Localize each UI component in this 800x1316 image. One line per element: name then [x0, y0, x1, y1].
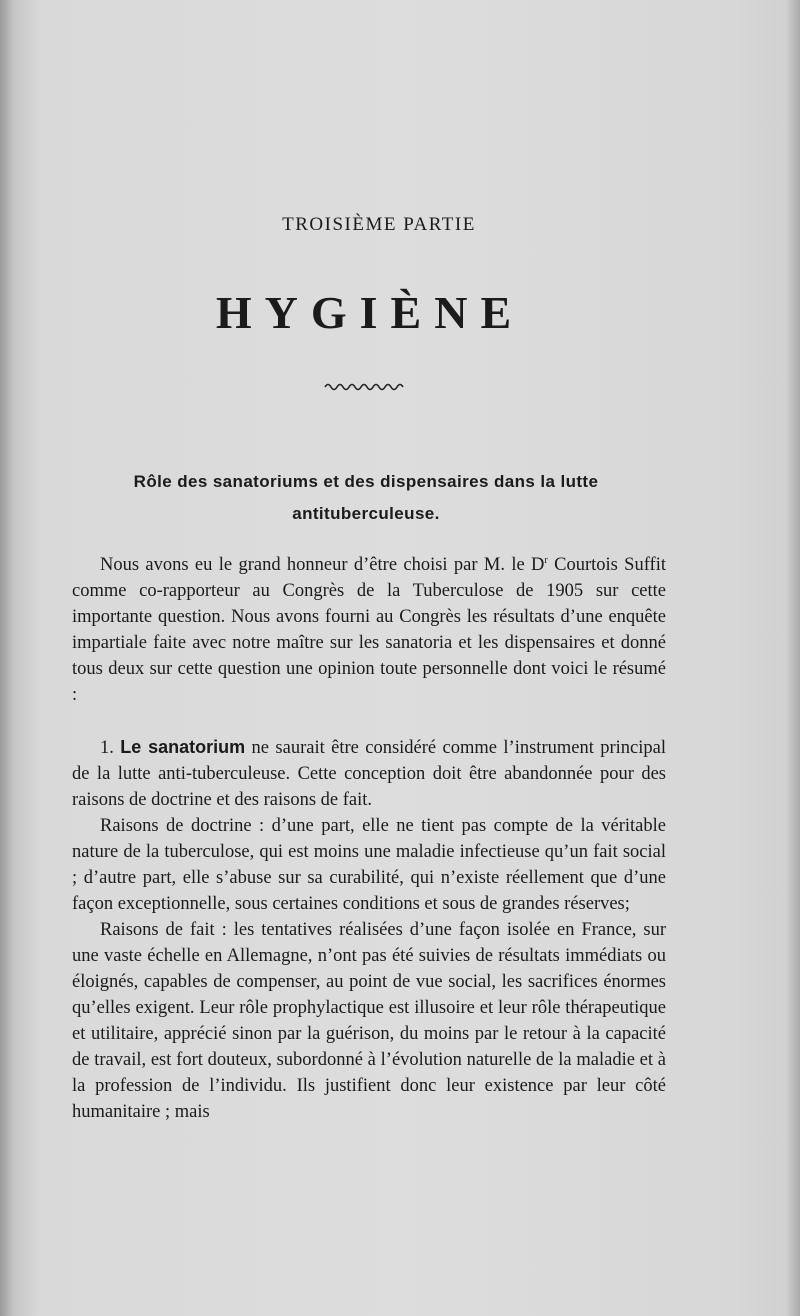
paragraph-doctrine: Raisons de doctrine : d’une part, elle ne tient pas compte de la véritable nature de la tuberculose, qui est moins une maladie infectieuse qu’un fait social ; d’autre part, elle s’abuse sur sa curabilité, qui n’existe réellement que d’une façon exceptionnelle, sous certaines conditions et sous de grandes réserves; [72, 816, 666, 914]
doctor-abbreviation-superscript: r [544, 554, 548, 566]
main-title: HYGIÈNE [215, 287, 525, 338]
section-heading-line-2: antituberculeuse. [292, 504, 440, 523]
paragraph-sanatorium [72, 734, 666, 813]
section-heading [76, 466, 656, 530]
paragraph-sanatorium-text: ne saurait être considéré comme l’instrument principal de la lutte anti-tuberculeuse. Cette conception doit être abandonnée pour des raisons de doctrine et des raisons de fait. [72, 738, 667, 810]
lead-term: Le sanatorium [120, 737, 246, 757]
item-number: 1. [100, 738, 114, 758]
paragraph-intro [72, 552, 666, 708]
paragraph-fact: Raisons de fait : les tentatives réalisées d’une façon isolée en France, sur une vaste échelle en Allemagne, n’ont pas été suivies de résultats immédiats ou éloignés, capables de compenser, au point de vue social, les sacrifices énormes qu’elles exigent. Leur rôle prophylactique est illusoire et leur rôle thérapeutique et utilitaire, apprécié sinon par la guérison, du moins par le retour à la capacité de travail, est fort douteux, subordonné à l’évolution naturelle de la maladie et à la profession de l’individu. Ils justifient donc leur existence par leur côté humanitaire ; mais [72, 920, 666, 1122]
intro-text-after-title: Courtois Suffit comme co-rapporteur au Congrès de la Tuberculose de 1905 sur cette importante question. Nous avons fourni au Congrès les résultats d’une enquête impartiale faite avec notre maître sur les sanatoria et les dispensaires et donné tous deux sur cette question une opinion toute personnelle dont voici le résumé : [72, 555, 666, 705]
body-text [72, 552, 666, 1125]
wavy-line-ornament-icon [324, 380, 406, 398]
part-title: TROISIÈME PARTIE [282, 214, 476, 235]
section-heading-line-1: Rôle des sanatoriums et des dispensaires dans la lutte [133, 472, 599, 491]
intro-text-before-title: Nous avons eu le grand honneur d’être choisi par M. le D [100, 555, 545, 575]
